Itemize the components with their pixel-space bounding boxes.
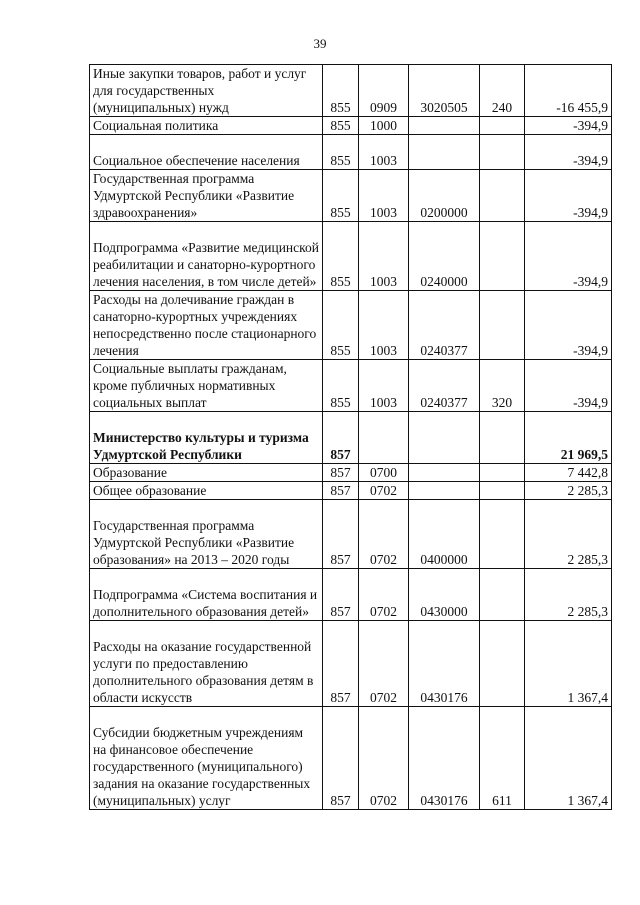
table-row xyxy=(90,569,612,621)
row-target-cell: 0240377 xyxy=(409,291,480,360)
row-sum-cell: -394,9 xyxy=(525,222,612,291)
row-type-cell: 320 xyxy=(480,360,525,412)
row-ved-cell: 857 xyxy=(323,707,359,810)
row-sum-cell: 2 285,3 xyxy=(525,482,612,500)
row-type-cell xyxy=(480,222,525,291)
row-type-cell xyxy=(480,412,525,464)
table-row xyxy=(90,412,612,464)
row-target-cell: 0430176 xyxy=(409,707,480,810)
row-sum-cell: -394,9 xyxy=(525,170,612,222)
row-ved-cell: 855 xyxy=(323,135,359,170)
row-type-cell: 611 xyxy=(480,707,525,810)
row-ved-cell: 857 xyxy=(323,464,359,482)
row-section-cell: 1003 xyxy=(359,291,409,360)
row-ved-cell: 857 xyxy=(323,482,359,500)
row-name-cell: Социальные выплаты гражданам, кроме публичных нормативных социальных выплат xyxy=(90,360,323,412)
row-target-cell: 0240377 xyxy=(409,360,480,412)
row-name-cell: Образование xyxy=(90,464,323,482)
row-ved-cell: 855 xyxy=(323,222,359,291)
row-type-cell xyxy=(480,621,525,707)
row-section-cell: 1000 xyxy=(359,117,409,135)
row-target-cell: 0200000 xyxy=(409,170,480,222)
row-ved-cell: 855 xyxy=(323,65,359,117)
row-sum-cell: -394,9 xyxy=(525,135,612,170)
row-name-cell: Социальное обеспечение населения xyxy=(90,135,323,170)
row-sum-cell: 21 969,5 xyxy=(525,412,612,464)
row-section-cell: 0909 xyxy=(359,65,409,117)
row-type-cell xyxy=(480,500,525,569)
row-section-cell: 0702 xyxy=(359,569,409,621)
row-section-cell: 0700 xyxy=(359,464,409,482)
row-type-cell xyxy=(480,569,525,621)
row-type-cell xyxy=(480,117,525,135)
table-row xyxy=(90,500,612,569)
table-row xyxy=(90,482,612,500)
table-row xyxy=(90,621,612,707)
row-sum-cell: 2 285,3 xyxy=(525,500,612,569)
row-name-cell: Министерство культуры и туризма Удмуртской Республики xyxy=(90,412,323,464)
row-section-cell: 1003 xyxy=(359,222,409,291)
row-section-cell xyxy=(359,412,409,464)
row-target-cell xyxy=(409,412,480,464)
table-row xyxy=(90,464,612,482)
row-sum-cell: 1 367,4 xyxy=(525,707,612,810)
table-row xyxy=(90,222,612,291)
row-ved-cell: 855 xyxy=(323,117,359,135)
row-ved-cell: 857 xyxy=(323,500,359,569)
table-row xyxy=(90,291,612,360)
row-target-cell xyxy=(409,135,480,170)
budget-table xyxy=(89,64,612,810)
row-ved-cell: 855 xyxy=(323,360,359,412)
table-row xyxy=(90,360,612,412)
table-row xyxy=(90,135,612,170)
row-type-cell xyxy=(480,135,525,170)
row-name-cell: Общее образование xyxy=(90,482,323,500)
row-type-cell xyxy=(480,170,525,222)
row-ved-cell: 857 xyxy=(323,569,359,621)
row-target-cell xyxy=(409,464,480,482)
row-section-cell: 0702 xyxy=(359,621,409,707)
table-row xyxy=(90,65,612,117)
row-type-cell xyxy=(480,464,525,482)
row-sum-cell: -394,9 xyxy=(525,360,612,412)
row-section-cell: 1003 xyxy=(359,360,409,412)
table-row xyxy=(90,117,612,135)
row-type-cell: 240 xyxy=(480,65,525,117)
row-sum-cell: -16 455,9 xyxy=(525,65,612,117)
row-ved-cell: 855 xyxy=(323,170,359,222)
table-row xyxy=(90,707,612,810)
row-name-cell: Субсидии бюджетным учреждениям на финансовое обеспечение государственного (муниципального) задания на оказание государственных (муниципальных) услуг xyxy=(90,707,323,810)
row-section-cell: 0702 xyxy=(359,500,409,569)
row-sum-cell: 1 367,4 xyxy=(525,621,612,707)
row-target-cell: 0430000 xyxy=(409,569,480,621)
row-name-cell: Подпрограмма «Система воспитания и дополнительного образования детей» xyxy=(90,569,323,621)
row-sum-cell: 7 442,8 xyxy=(525,464,612,482)
row-sum-cell: -394,9 xyxy=(525,291,612,360)
row-name-cell: Социальная политика xyxy=(90,117,323,135)
row-target-cell: 0430176 xyxy=(409,621,480,707)
table-row xyxy=(90,170,612,222)
row-target-cell: 0400000 xyxy=(409,500,480,569)
page-number: 39 xyxy=(313,36,327,51)
row-sum-cell: -394,9 xyxy=(525,117,612,135)
row-sum-cell: 2 285,3 xyxy=(525,569,612,621)
row-name-cell: Расходы на оказание государственной услуги по предоставлению дополнительного образования детям в области искусств xyxy=(90,621,323,707)
row-section-cell: 1003 xyxy=(359,135,409,170)
row-ved-cell: 857 xyxy=(323,621,359,707)
row-target-cell: 3020505 xyxy=(409,65,480,117)
row-name-cell: Государственная программа Удмуртской Республики «Развитие здравоохранения» xyxy=(90,170,323,222)
row-name-cell: Расходы на долечивание граждан в санаторно-курортных учреждениях непосредственно после стационарного лечения xyxy=(90,291,323,360)
row-section-cell: 1003 xyxy=(359,170,409,222)
row-target-cell xyxy=(409,117,480,135)
row-section-cell: 0702 xyxy=(359,707,409,810)
row-name-cell: Иные закупки товаров, работ и услуг для государственных (муниципальных) нужд xyxy=(90,65,323,117)
row-target-cell: 0240000 xyxy=(409,222,480,291)
row-ved-cell: 857 xyxy=(323,412,359,464)
row-type-cell xyxy=(480,482,525,500)
row-type-cell xyxy=(480,291,525,360)
row-section-cell: 0702 xyxy=(359,482,409,500)
row-name-cell: Подпрограмма «Развитие медицинской реабилитации и санаторно-курортного лечения населения, в том числе детей» xyxy=(90,222,323,291)
row-ved-cell: 855 xyxy=(323,291,359,360)
row-target-cell xyxy=(409,482,480,500)
row-name-cell: Государственная программа Удмуртской Республики «Развитие образования» на 2013 – 2020 годы xyxy=(90,500,323,569)
